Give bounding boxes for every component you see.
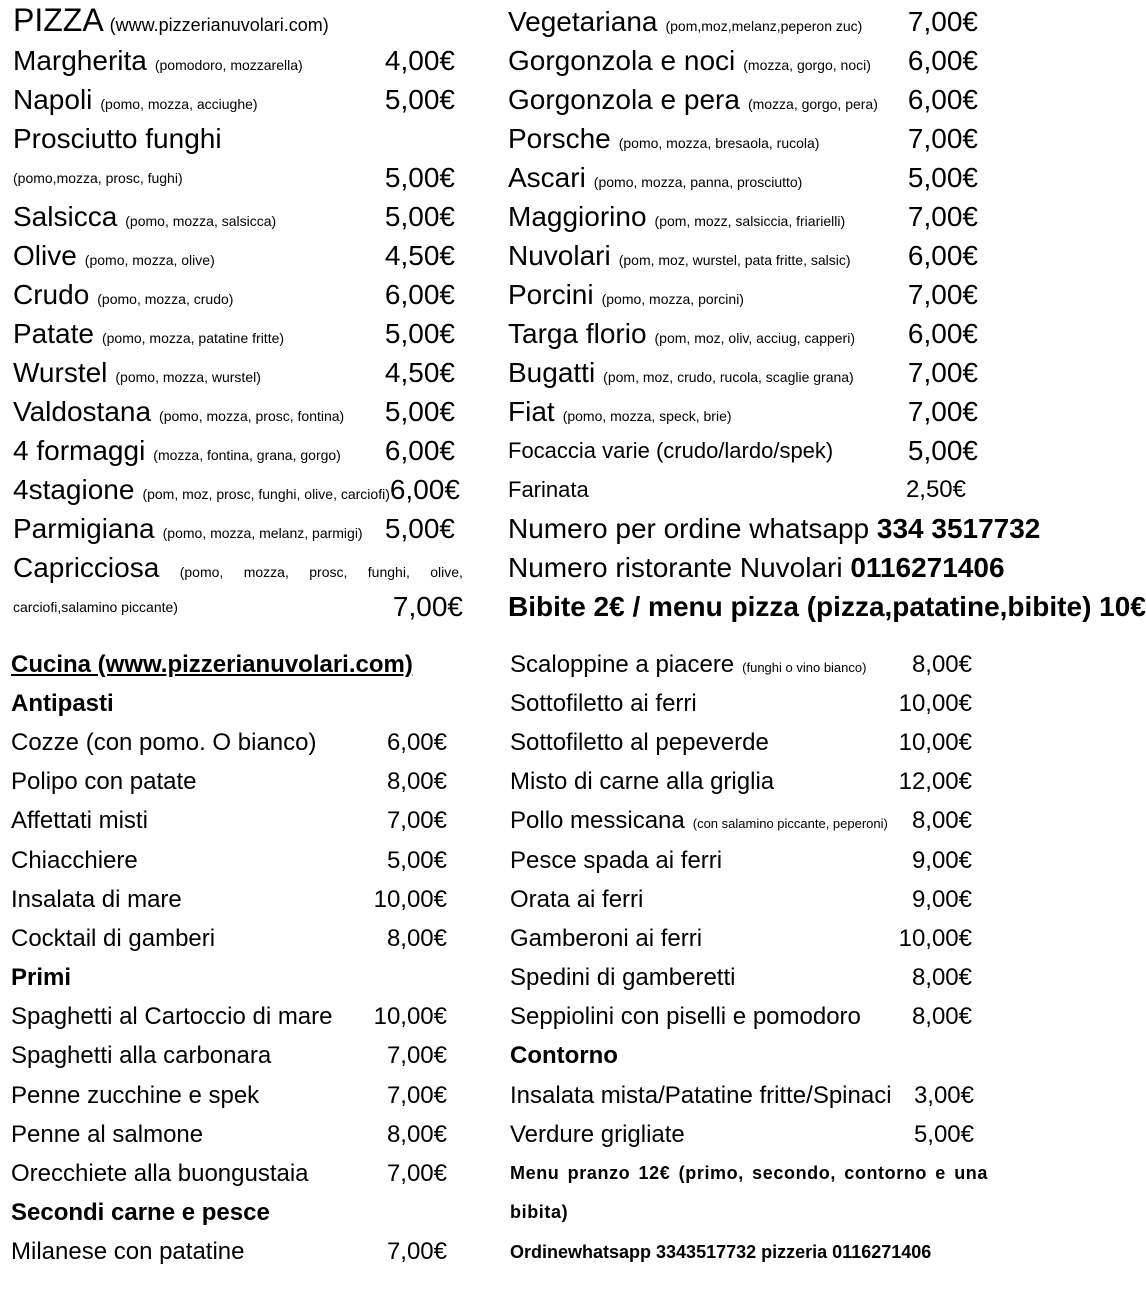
pizza-site: (www.pizzerianuvolari.com) <box>109 15 329 35</box>
item-price: 7,00€ <box>907 200 978 232</box>
item-price: 8,00€ <box>911 1003 972 1031</box>
item-price: 10,00€ <box>373 1003 447 1031</box>
item-label <box>13 123 222 155</box>
item-price: 4,00€ <box>384 44 455 76</box>
item-name: Pollo messicana <box>510 807 685 835</box>
menu-item <box>510 959 988 998</box>
item-price: 10,00€ <box>373 885 447 913</box>
item-label <box>510 1121 685 1149</box>
item-name: Spaghetti al Cartoccio di mare <box>11 1003 333 1031</box>
item-label <box>11 1082 259 1110</box>
pizza-left-list <box>13 41 463 548</box>
item-name: Valdostana <box>13 395 152 427</box>
item-price: 6,00€ <box>907 239 978 271</box>
focaccia-item <box>508 431 978 470</box>
item-name: Pesce spada ai ferri <box>510 846 723 874</box>
item-name: Salsicca <box>13 200 118 232</box>
item-name: Seppiolini con piselli e pomodoro <box>510 1003 861 1031</box>
item-name: Napoli <box>13 83 93 115</box>
menu-item <box>13 41 463 80</box>
item-label <box>11 847 138 875</box>
menu-item <box>13 197 463 236</box>
item-label <box>510 651 866 679</box>
item-price: 9,00€ <box>911 846 972 874</box>
contorno-heading: Contorno <box>510 1042 618 1070</box>
menu-item <box>508 392 978 431</box>
menu-item <box>13 353 463 392</box>
item-price: 3,00€ <box>913 1081 974 1109</box>
primi-list <box>11 998 451 1194</box>
item-name: Prosciutto funghi <box>13 122 222 154</box>
item-price: 5,00€ <box>384 317 455 349</box>
pizza-right-column <box>508 2 1146 626</box>
item-price: 5,00€ <box>384 512 455 544</box>
item-name: Patate <box>13 317 94 349</box>
item-price: 7,00€ <box>392 590 463 622</box>
menu-item <box>508 353 978 392</box>
item-price: 4,50€ <box>384 356 455 388</box>
item-label <box>11 1003 333 1031</box>
item-price: 7,00€ <box>386 1238 447 1266</box>
menu-item <box>510 1115 988 1154</box>
menu-item <box>510 684 988 723</box>
ordine-info <box>510 1232 988 1271</box>
item-label <box>508 357 854 389</box>
menu-item <box>11 802 451 841</box>
item-label <box>11 768 196 796</box>
item-name: Gorgonzola e pera <box>508 83 740 115</box>
item-price: 9,00€ <box>911 885 972 913</box>
pizza-title-row <box>13 2 463 41</box>
menu-item <box>510 723 988 762</box>
item-label <box>508 201 845 233</box>
menu-item <box>13 158 463 197</box>
secondi-right-list <box>510 645 988 1037</box>
item-price: 6,00€ <box>389 473 460 505</box>
item-price: 7,00€ <box>386 807 447 835</box>
item-name: Wurstel <box>13 356 108 388</box>
item-price: 8,00€ <box>911 807 972 835</box>
item-price: 5,00€ <box>386 846 447 874</box>
item-name: Verdure grigliate <box>510 1120 685 1148</box>
item-label <box>510 768 774 796</box>
ing-word: mozza, <box>243 563 289 580</box>
bibite-info <box>508 587 1146 626</box>
item-price: 8,00€ <box>911 650 972 678</box>
item-price: 7,00€ <box>386 1042 447 1070</box>
menu-item <box>508 80 978 119</box>
menu-item <box>13 431 463 470</box>
item-price: 8,00€ <box>386 1120 447 1148</box>
item-label <box>13 318 284 350</box>
item-name: Penne al salmone <box>11 1120 204 1148</box>
item-name: Farinata <box>508 476 589 502</box>
item-label <box>508 6 862 38</box>
item-name: Misto di carne alla griglia <box>510 768 775 796</box>
item-name: Nuvolari <box>508 239 611 271</box>
item-ingredients: (pomo, mozza, bresaola, rucola) <box>618 134 820 151</box>
item-name: Gorgonzola e noci <box>508 44 736 76</box>
item-name: Polipo con patate <box>11 768 197 796</box>
item-ingredients: (mozza, gorgo, pera) <box>747 95 878 112</box>
item-label <box>508 318 855 350</box>
secondi-left-list <box>11 1233 451 1272</box>
item-name: Orecchiete alla buongustaia <box>11 1160 309 1188</box>
item-label <box>13 513 363 545</box>
item-price: 7,00€ <box>386 1160 447 1188</box>
pizza-right-list <box>508 2 978 431</box>
item-price: 8,00€ <box>911 964 972 992</box>
item-name: Fiat <box>508 395 555 427</box>
item-price: 7,00€ <box>907 278 978 310</box>
menu-item <box>11 919 451 958</box>
secondi-heading: Secondi carne e pesce <box>11 1199 270 1227</box>
item-price: 8,00€ <box>386 768 447 796</box>
item-label <box>13 201 276 233</box>
item-price: 10,00€ <box>898 689 972 717</box>
pizza-title: PIZZA <box>13 2 104 38</box>
item-label <box>11 886 182 914</box>
item-name: Affettati misti <box>11 807 148 835</box>
item-ingredients: (pomo, mozza, salsicca) <box>125 212 277 229</box>
menu-item <box>510 880 988 919</box>
item-ingredients: (pomo, mozza, olive) <box>84 251 215 268</box>
item-price: 5,00€ <box>913 1120 974 1148</box>
item-label <box>510 886 643 914</box>
whatsapp-number: 334 3517732 <box>876 512 1041 544</box>
item-label <box>508 162 802 194</box>
item-label <box>11 1238 244 1266</box>
item-name: Capricciosa <box>13 551 160 583</box>
menu-item <box>11 1154 451 1193</box>
item-price: 5,00€ <box>384 83 455 115</box>
item-ingredients: (pomo, mozza, melanz, parmigi) <box>162 524 363 541</box>
menu-item <box>11 880 451 919</box>
item-label <box>508 396 732 428</box>
item-ingredients: (pom, moz, prosc, funghi, olive, carciofi) <box>142 485 390 502</box>
item-name: 4stagione <box>13 473 135 505</box>
menu-item <box>510 841 988 880</box>
item-label <box>13 279 233 311</box>
item-ingredients: (pomo, mozza, prosc, fontina) <box>159 407 345 424</box>
item-name: Sottofiletto ai ferri <box>510 689 697 717</box>
item-label <box>508 123 819 155</box>
item-price: 5,00€ <box>907 161 978 193</box>
menu-item <box>510 1076 988 1115</box>
item-label <box>510 690 697 718</box>
whatsapp-label: Numero per ordine whatsapp <box>508 512 877 544</box>
item-name: Penne zucchine e spek <box>11 1081 260 1109</box>
item-name: Spedini di gamberetti <box>510 964 736 992</box>
item-price: 10,00€ <box>898 728 972 756</box>
item-label <box>510 807 888 835</box>
menu-item <box>510 802 988 841</box>
item-ingredients: (pomodoro, mozzarella) <box>154 56 303 73</box>
item-label <box>13 45 303 77</box>
item-price: 7,00€ <box>386 1081 447 1109</box>
menu-item <box>13 80 463 119</box>
item-name: Insalata mista/Patatine fritte/Spinaci <box>510 1081 892 1109</box>
item-price: 5,00€ <box>384 395 455 427</box>
menu-item <box>508 314 978 353</box>
item-label <box>11 925 215 953</box>
item-name: Spaghetti alla carbonara <box>11 1042 272 1070</box>
item-label <box>11 729 316 757</box>
item-ingredients: (pomo, mozza, patatine fritte) <box>101 329 285 346</box>
whatsapp-info <box>508 509 1041 548</box>
item-ingredients: carciofi,salamino piccante) <box>13 598 178 615</box>
item-ingredients: (pomo,mozza, prosc, fughi) <box>13 169 183 186</box>
item-name: Margherita <box>13 44 147 76</box>
menu-item <box>13 392 463 431</box>
menu-item <box>13 275 463 314</box>
item-price: 7,00€ <box>907 356 978 388</box>
item-price: 6,00€ <box>907 83 978 115</box>
item-label <box>11 1121 203 1149</box>
item-ingredients: (pomo, mozza, wurstel) <box>115 368 261 385</box>
ristorante-label: Numero ristorante Nuvolari <box>508 551 851 583</box>
item-price: 6,00€ <box>907 44 978 76</box>
item-name: Crudo <box>13 278 90 310</box>
item-price: 5,00€ <box>384 200 455 232</box>
menu-item <box>13 314 463 353</box>
ristorante-number: 0116271406 <box>850 551 1005 583</box>
item-name: Targa florio <box>508 317 647 349</box>
item-ingredients: (pomo, mozza, speck, brie) <box>562 407 732 424</box>
menu-item <box>11 998 451 1037</box>
menu-item <box>11 763 451 802</box>
menu-item <box>508 275 978 314</box>
item-ingredients: (con salamino piccante, peperoni) <box>692 816 888 832</box>
item-price: 6,00€ <box>384 434 455 466</box>
menu-item <box>508 41 978 80</box>
item-label <box>13 435 341 467</box>
item-label <box>11 807 148 835</box>
ristorante-info <box>508 548 1005 587</box>
item-label <box>13 170 183 186</box>
item-price: 7,00€ <box>907 5 978 37</box>
item-label <box>508 84 878 116</box>
item-ingredients: (pom, moz, crudo, rucola, scaglie grana) <box>603 368 854 385</box>
menu-item <box>13 236 463 275</box>
bibite-text: Bibite 2€ / menu pizza (pizza,patatine,bibite) 10€ <box>508 590 1146 622</box>
antipasti-heading: Antipasti <box>11 689 114 717</box>
item-label <box>13 357 261 389</box>
item-price: 6,00€ <box>386 728 447 756</box>
menu-item <box>13 470 463 509</box>
item-name: Olive <box>13 239 77 271</box>
item-ingredients: (pomo, mozza, acciughe) <box>100 95 258 112</box>
item-label <box>508 240 851 272</box>
item-ingredients: (pomo, mozza, crudo) <box>97 290 234 307</box>
item-name: Parmigiana <box>13 512 155 544</box>
menu-item <box>13 509 463 548</box>
menu-item <box>510 763 988 802</box>
item-name: Vegetariana <box>508 5 658 37</box>
item-label <box>11 1160 309 1188</box>
item-name: Chiacchiere <box>11 846 138 874</box>
item-label <box>13 240 215 272</box>
cucina-left-column <box>11 645 451 1272</box>
ing-word: olive, <box>430 563 463 580</box>
item-price: 4,50€ <box>384 239 455 271</box>
item-ingredients: (mozza, gorgo, noci) <box>743 56 871 73</box>
capricciosa-item <box>13 548 463 626</box>
menu-item <box>510 919 988 958</box>
menu-item <box>11 1037 451 1076</box>
item-label <box>510 729 769 757</box>
item-ingredients: (pomo, mozza, panna, prosciutto) <box>593 173 803 190</box>
item-ingredients: (pom, moz, oliv, acciug, capperi) <box>654 329 855 346</box>
item-price: 6,00€ <box>907 317 978 349</box>
cucina-right-column <box>510 645 988 1272</box>
item-name: 4 formaggi <box>13 434 146 466</box>
menu-item <box>13 119 463 158</box>
item-price: 7,00€ <box>907 122 978 154</box>
ordine-text: Ordinewhatsapp 3343517732 pizzeria 0116271406 <box>510 1241 932 1262</box>
item-label <box>510 1082 892 1110</box>
item-name: Cozze (con pomo. O bianco) <box>11 728 317 756</box>
contorni-list <box>510 1076 988 1154</box>
ing-word: prosc, <box>309 563 348 580</box>
item-price: 5,00€ <box>384 161 455 193</box>
item-label <box>13 474 390 506</box>
item-price: 12,00€ <box>898 768 972 796</box>
menu-item <box>510 998 988 1037</box>
item-label <box>510 925 702 953</box>
item-name: Porcini <box>508 278 594 310</box>
item-price: 7,00€ <box>907 395 978 427</box>
item-price: 5,00€ <box>907 434 978 466</box>
item-label <box>11 1042 271 1070</box>
item-name: Sottofiletto al pepeverde <box>510 728 769 756</box>
item-label <box>13 84 258 116</box>
menu-item <box>11 841 451 880</box>
item-name: Bugatti <box>508 356 596 388</box>
item-ingredients: (pom,moz,melanz,peperon zuc) <box>665 17 863 34</box>
item-label <box>510 1003 861 1031</box>
ing-word: funghi, <box>367 563 410 580</box>
menu-item <box>11 1076 451 1115</box>
item-ingredients: (pom, mozz, salsiccia, friarielli) <box>654 212 846 229</box>
item-name: Orata ai ferri <box>510 885 644 913</box>
item-name: Scaloppine a piacere <box>510 650 735 678</box>
farinata-item <box>508 470 978 509</box>
item-label <box>510 847 722 875</box>
item-name: Milanese con patatine <box>11 1238 245 1266</box>
antipasti-list <box>11 723 451 958</box>
menu-item <box>11 723 451 762</box>
item-price: 8,00€ <box>386 924 447 952</box>
cucina-title: Cucina (www.pizzerianuvolari.com) <box>11 650 413 678</box>
item-name: Focaccia varie (crudo/lardo/spek) <box>508 437 834 463</box>
item-price: 2,50€ <box>905 475 966 503</box>
item-price: 6,00€ <box>384 278 455 310</box>
menu-item <box>508 236 978 275</box>
menu-item <box>510 645 988 684</box>
item-label <box>510 964 735 992</box>
item-ingredients: (pom, moz, wurstel, pata fritte, salsic) <box>618 251 851 268</box>
item-label <box>508 279 744 311</box>
item-label <box>13 396 344 428</box>
item-name: Ascari <box>508 161 586 193</box>
item-ingredients: (mozza, fontina, grana, gorgo) <box>153 446 341 463</box>
item-name: Maggiorino <box>508 200 647 232</box>
primi-heading: Primi <box>11 964 72 992</box>
item-label <box>508 45 871 77</box>
item-name: Cocktail di gamberi <box>11 924 216 952</box>
pizza-left-column <box>13 2 463 626</box>
item-price: 10,00€ <box>898 924 972 952</box>
menu-item <box>508 119 978 158</box>
menu-item <box>11 1115 451 1154</box>
menu-item <box>11 1233 451 1272</box>
ing-word: (pomo, <box>179 563 224 580</box>
item-ingredients: (pomo, mozza, porcini) <box>601 290 744 307</box>
item-name: Porsche <box>508 122 611 154</box>
menu-item <box>508 2 978 41</box>
item-name: Gamberoni ai ferri <box>510 924 703 952</box>
menu-item <box>508 158 978 197</box>
item-ingredients: (funghi o vino bianco) <box>742 659 867 675</box>
menu-pranzo: Menu pranzo 12€ (primo, secondo, contorno e una bibita) <box>510 1163 988 1223</box>
item-name: Insalata di mare <box>11 885 182 913</box>
menu-item <box>508 197 978 236</box>
